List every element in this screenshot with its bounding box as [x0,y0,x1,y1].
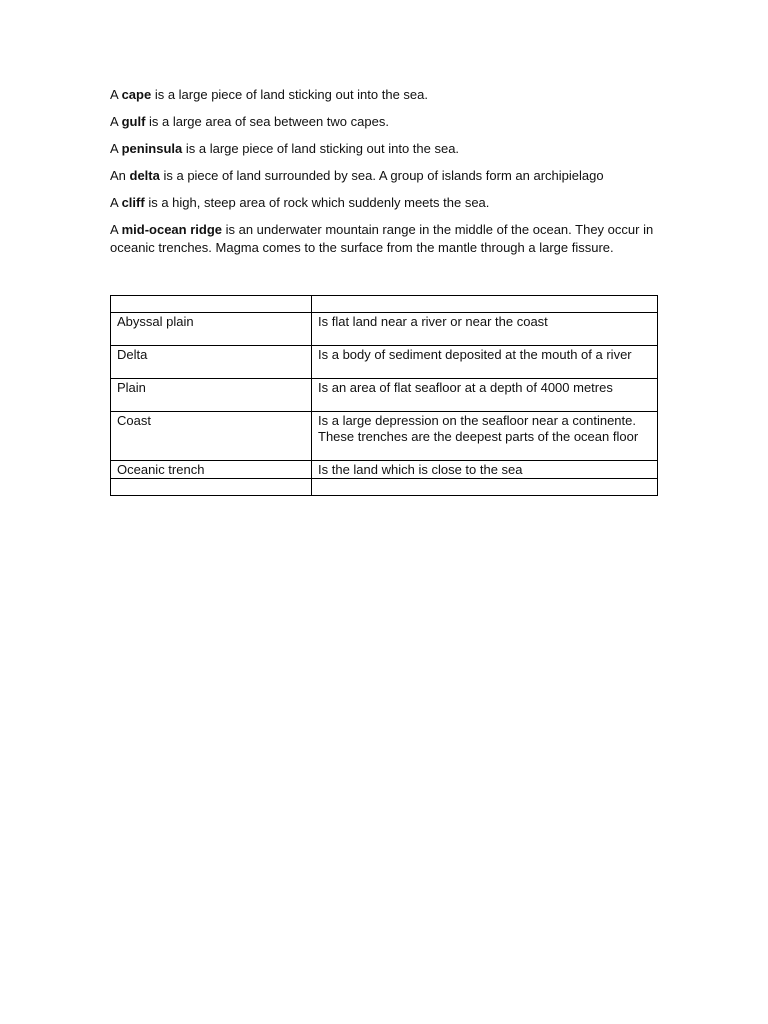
definition-cell: Is an area of flat seafloor at a depth of 4000 metres [312,379,658,412]
table-cell-empty [312,296,658,313]
definition-cell: Is flat land near a river or near the coast [312,313,658,346]
definition-text: is an underwater mountain range in the middle of the ocean. They occur in oceanic trenches. Magma comes to the surface from the mantle through a large fissure. [110,222,654,255]
definition-cell: Is a large depression on the seafloor near a continente. These trenches are the deepest parts of the ocean floor [312,412,658,461]
definition-prefix: A [110,141,122,156]
definition-text: is a large piece of land sticking out into the sea. [151,87,428,102]
definition-term: cape [121,87,152,102]
table-row [111,461,658,479]
definition-term: delta [129,168,160,183]
definition-term: peninsula [121,141,183,156]
definition-term: mid-ocean ridge [121,222,222,237]
term-cell: Delta [111,346,312,379]
definition-prefix: A [110,114,122,129]
definition-cell: Is a body of sediment deposited at the mouth of a river [312,346,658,379]
definition-term: gulf [121,114,146,129]
definitions-section [110,86,658,266]
definition-text: is a high, steep area of rock which suddenly meets the sea. [144,195,490,210]
table-row [111,379,658,412]
definition-term: cliff [121,195,145,210]
definition-prefix: A [110,222,122,237]
table-row-empty-top [111,296,658,313]
definition-prefix: A [110,195,122,210]
term-cell: Oceanic trench [111,461,312,479]
definition-cell: Is the land which is close to the sea [312,461,658,479]
table-cell-empty [111,296,312,313]
definition-peninsula [110,140,658,158]
table-cell-empty [312,479,658,496]
table-row [111,412,658,461]
matching-table [110,295,658,496]
table-cell-empty [111,479,312,496]
table-row [111,313,658,346]
definition-mid-ocean-ridge [110,221,658,257]
definition-text: is a piece of land surrounded by sea. A group of islands form an archipielago [159,168,604,183]
term-cell: Plain [111,379,312,412]
definition-prefix: An [110,168,130,183]
table-row-empty-bottom [111,479,658,496]
table-row [111,346,658,379]
definition-cape [110,86,658,104]
definition-cliff [110,194,658,212]
definition-gulf [110,113,658,131]
term-cell: Abyssal plain [111,313,312,346]
definition-prefix: A [110,87,122,102]
definition-text: is a large area of sea between two capes. [145,114,389,129]
definition-text: is a large piece of land sticking out into the sea. [182,141,460,156]
definition-delta [110,167,658,185]
term-cell: Coast [111,412,312,461]
